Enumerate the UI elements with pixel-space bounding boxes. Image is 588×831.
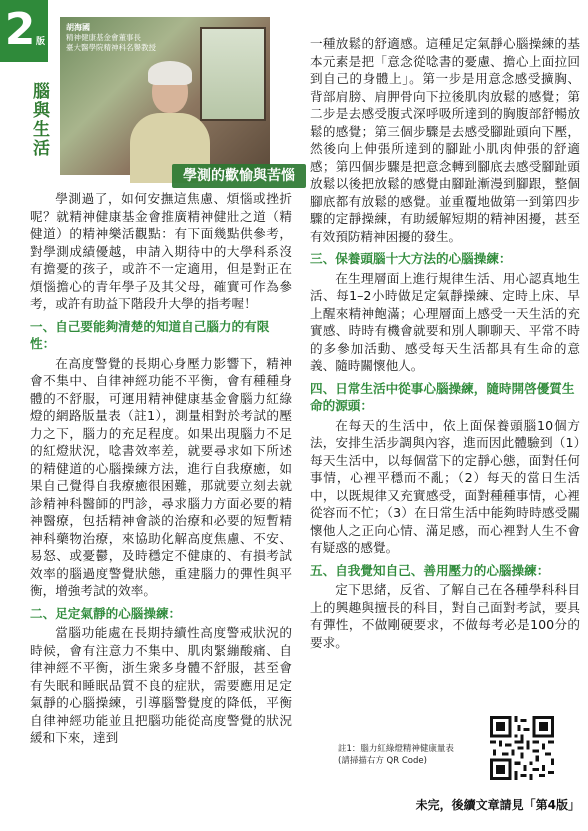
photo-background-window — [200, 27, 266, 121]
left-column — [30, 190, 292, 747]
footnote — [338, 743, 488, 767]
footnote-line-2: (請掃描右方 QR Code) — [338, 756, 427, 766]
continuation-note: 未完，後續文章請見「第4版」 — [415, 798, 580, 812]
section-2-body-part2: 一種放鬆的舒適感。這種足定氣靜心腦操練的基本元素是把「意念從唸書的憂慮、擔心上面拉回到自己的身體上」。第一步是用意念感受擴胸、背部肩膀、肩胛骨向下拉後肌肉放鬆的感覺；第二步是去感受腹式深呼吸所達到的胸腹部舒暢放鬆的感覺；第三個步驟是去感受腳趾頭向下壓，然後向上伸張所達到的腳趾小肌肉伸張的舒適感；第四個步驟是把意念轉到腳底去感受腳趾頭放鬆以後把放鬆的感覺由腳趾漸漫到腳跟，整個腳底都有放鬆的感覺。並重覆地做第一到第四步驟的定靜操練，有助緩解短期的精神困擾，甚至有效預防精神困擾的發生。 — [310, 36, 580, 244]
page-number: 2 — [4, 4, 36, 55]
author-photo — [60, 17, 295, 184]
article-title: 學測的歡愉與苦惱 — [172, 164, 306, 188]
author-name: 胡海國 — [66, 23, 90, 32]
section-1-heading: 一、自己要能夠清楚的知道自己腦力的有限性： — [30, 318, 270, 351]
section-4-heading: 四、日常生活中從事心腦操練，隨時開啓優質生命的源頭： — [310, 380, 575, 413]
qr-code-icon[interactable] — [490, 716, 554, 780]
photo-person-hair — [148, 61, 192, 85]
author-title-1: 精神健康基金會董事長 — [66, 33, 141, 42]
section-3-body: 在生理層面上進行規律生活、用心認真地生活、每1–2小時做足定氣靜操練、定時上床、早上醒來精神飽滿；心理層面上感受一天生活的充實感、時時有機會就要和別人聊聊天、平常不時的多參加活動、感受每天生活都具有生命的意義、隨時關懷他人。 — [310, 270, 580, 373]
section-5-heading: 五、自我覺知自己、善用壓力的心腦操練： — [310, 562, 550, 578]
section-2-body-part1: 當腦功能處在長期持續性高度警戒狀況的時候，會有注意力不集中、肌肉緊繃酸痛、自律神經不平衡，浙生衆多身體不舒服，甚至會有失眠和睡眠品質不良的症狀，需要應用足定氣靜的心腦操練，引導腦警覺度的降低，平衡自律神經功能並且把腦功能從高度警覺的狀況緩和下來，達到 — [30, 625, 292, 745]
section-1-body: 在高度警覺的長期心身壓力影響下，精神會不集中、自律神經功能不平衡，會有種種身體的不舒服，可運用精神健康基金會腦力紅綠燈的網路版量表（註1），測量相對於考試的壓力之下，腦力的充足程度。如果出現腦力不足的紅燈狀況，唸書效率差，就要尋求如下所述的精健道的心腦操練方法，進行自我療癒，如果自己覺得自我療癒很困難，那就要立刻去就診精神科醫師的門診，尋求腦力方面必要的精神醫療，包括精神會談的治療和必要的短暫精神科藥物治療，來協助化解高度焦慮、不安、易怒、或憂鬱，及時穩定不健康的、有損考試效率的腦過度警覺狀態，重建腦力的彈性與平衡，增強考試的效率。 — [30, 355, 292, 598]
footnote-line-1: 註1：腦力紅綠燈精神健康量表 — [338, 744, 454, 754]
section-5-body: 定下思緒，反省、了解自己在各種學科科目上的興趣與擅長的科目，對自己面對考試，要具有彈性，不做剛硬要求，不做每考必是100分的要求。 — [310, 582, 580, 650]
section-3-heading: 三、保養頭腦十大方法的心腦操練： — [310, 251, 512, 266]
intro-paragraph: 學測過了，如何安撫這焦慮、煩惱或挫折呢？就精神健康基金會推廣精神健壯之道（精健道）的精神樂活觀點：有下面幾點供參考，對學測成績優越，申請入期待中的大學科系沒有擔憂的孩子，或許不一定適用，但是對正在煩惱擔心的青年學子及其父母，確實可作為參考，或許有助益下階段升大學的指考喔！ — [30, 191, 292, 311]
section-2-heading: 二、足定氣靜的心腦操練： — [30, 605, 182, 621]
page-number-suffix: 版 — [36, 37, 46, 47]
right-column — [310, 35, 580, 651]
author-title-2: 臺大醫學院精神科名譽教授 — [66, 43, 156, 52]
photo-caption — [66, 23, 162, 53]
page-number-badge — [0, 0, 48, 62]
section-4-body: 在每天的生活中，依上面保養頭腦10個方法，安排生活步調與內容，進而因此體驗到（1）每天生活中，以每個當下的定靜心態，面對任何事情，心裡平穩而不亂；（2）每天的當日生活中，以既規律又充實感受，面對種種事情，心裡從容而不忙；（3）在日常生活中能夠時時感受關懷他人之正向心情、滿足感，而心裡對人生不會有疑惑的感覺。 — [310, 417, 580, 555]
section-title: 腦與生活 — [29, 82, 49, 158]
